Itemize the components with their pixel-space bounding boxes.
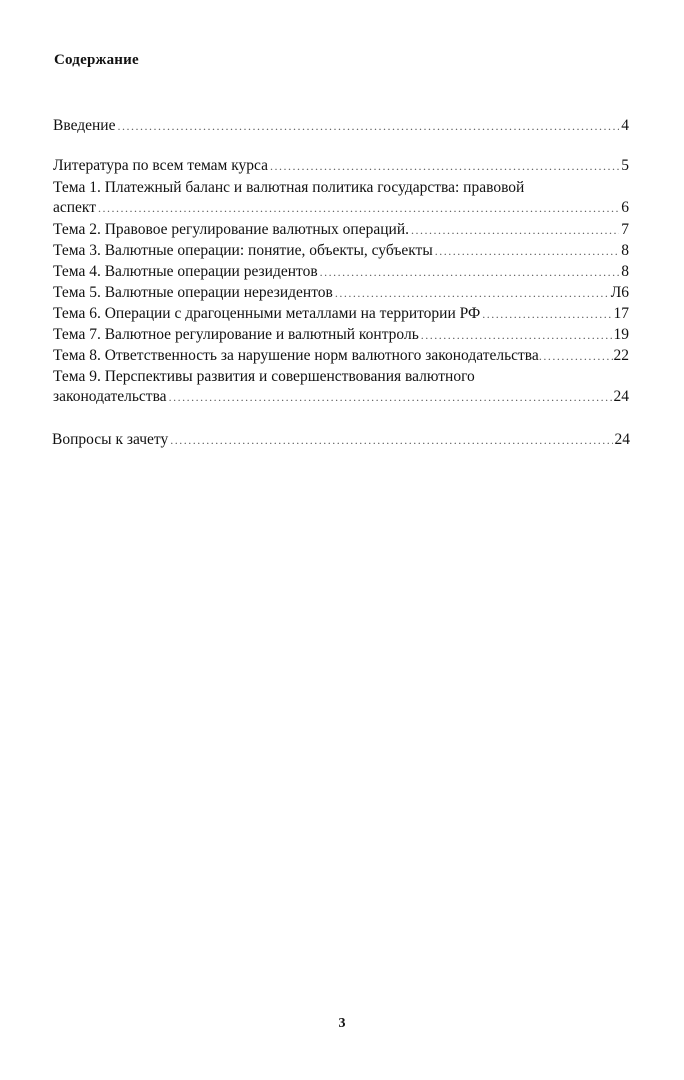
toc-entry-title: Тема 5. Валютные операции нерезидентов <box>53 284 333 301</box>
toc-entry-topic-5[interactable] <box>53 283 629 303</box>
dot-leader <box>170 430 612 450</box>
toc-heading: Содержание <box>54 52 139 68</box>
toc-entry-topic-1[interactable] <box>53 178 629 218</box>
toc-entry-page: 22 <box>613 347 629 364</box>
toc-entry-topic-8[interactable] <box>53 346 629 366</box>
dot-leader <box>421 325 612 345</box>
toc-entry-topic-3[interactable] <box>53 241 629 261</box>
toc-entry-title: аспект <box>53 199 97 216</box>
dot-leader <box>435 241 620 261</box>
dot-leader <box>411 220 619 240</box>
toc-entry-literature[interactable] <box>53 156 629 176</box>
dot-leader <box>169 387 612 407</box>
toc-entry-page: 8 <box>621 263 629 280</box>
toc-entry-title-line1: Тема 1. Платежный баланс и валютная политика государства: правовой <box>53 179 525 196</box>
toc-entry-title: Тема 6. Операции с драгоценными металлами на территории РФ <box>53 305 481 322</box>
dot-leader <box>98 198 619 218</box>
toc-entry-page: 24 <box>614 431 630 448</box>
toc-entry-topic-6[interactable] <box>53 304 629 324</box>
toc-entry-intro[interactable] <box>53 116 629 136</box>
toc-entry-title: Литература по всем темам курса <box>53 157 268 174</box>
toc-entry-page: 5 <box>621 157 629 174</box>
toc-entry-page: 7 <box>621 221 629 238</box>
dot-leader <box>482 304 611 324</box>
toc-entry-page: 4 <box>621 117 629 134</box>
dot-leader <box>335 283 609 303</box>
toc-entry-topic-4[interactable] <box>53 262 629 282</box>
toc-entry-page: 19 <box>613 326 629 343</box>
toc-entry-topic-9[interactable] <box>53 367 629 407</box>
toc-entry-title: Тема 8. Ответственность за нарушение норм валютного законодательства <box>53 347 539 364</box>
toc-entry-title: законодательства <box>53 388 167 405</box>
toc-entry-title: Вопросы к зачету <box>52 431 169 448</box>
toc-entry-topic-2[interactable] <box>53 220 629 240</box>
toc-entry-title: Тема 2. Правовое регулирование валютных операций. <box>53 221 409 238</box>
toc-entry-page: 24 <box>613 388 629 405</box>
toc-entry-page: Л6 <box>610 284 629 301</box>
dot-leader <box>539 346 614 366</box>
toc-entry-page: 17 <box>613 305 629 322</box>
toc-entry-topic-7[interactable] <box>53 325 629 345</box>
toc-entry-questions[interactable] <box>52 430 630 450</box>
dot-leader <box>320 262 620 282</box>
toc-entry-page: 8 <box>621 242 629 259</box>
toc-entry-title: Введение <box>53 117 116 134</box>
toc-entry-title: Тема 7. Валютное регулирование и валютный контроль <box>53 326 419 343</box>
page-number: 3 <box>338 1016 346 1031</box>
toc-entry-title-line1: Тема 9. Перспективы развития и совершенствования валютного <box>53 368 475 385</box>
toc-entry-title: Тема 4. Валютные операции резидентов <box>53 263 318 280</box>
toc-entry-title: Тема 3. Валютные операции: понятие, объекты, субъекты <box>53 242 433 259</box>
dot-leader <box>270 156 619 176</box>
toc-entry-page: 6 <box>621 199 629 216</box>
dot-leader <box>117 116 619 136</box>
